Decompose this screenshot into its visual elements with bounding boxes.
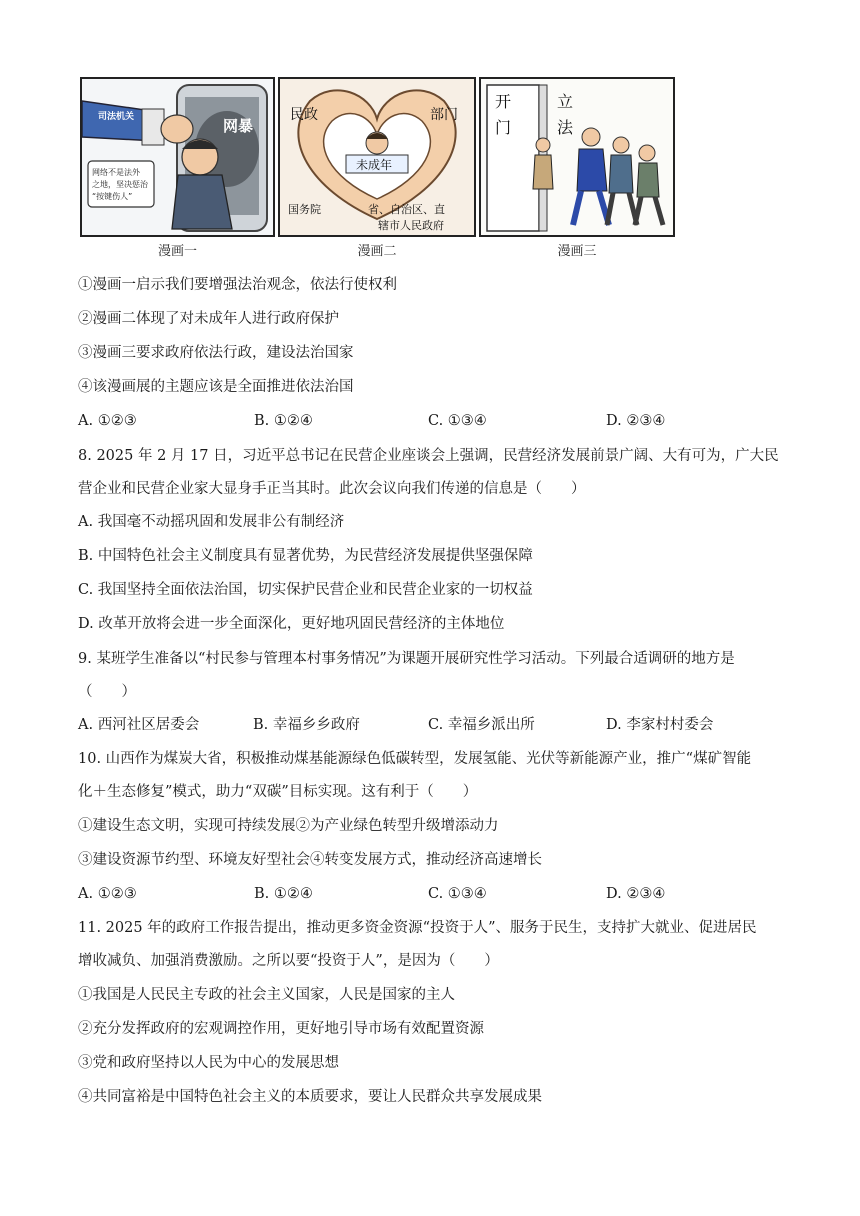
q10-option-d[interactable]: D. ②③④: [606, 886, 666, 902]
q9-stem-line-2: （ ）: [78, 684, 136, 700]
comic-2-right-label: 部门: [430, 107, 458, 123]
comic-3-door-left-2: 门: [495, 118, 512, 137]
comic-panel-1: [80, 77, 275, 237]
q9-options: [78, 715, 778, 735]
q10-stem-line-1: 10. 山西作为煤炭大省，积极推动煤基能源绿色低碳转型，发展氢能、光伏等新能源产业，推广“煤矿智能: [78, 751, 752, 767]
comic-1-sign-text: 网暴: [223, 117, 254, 135]
comic-1-illustration: [82, 79, 273, 235]
q10-stem-line-2: 化＋生态修复”模式，助力“双碳”目标实现。这有利于（ ）: [78, 784, 478, 800]
comic-3-illustration: [481, 79, 673, 235]
comic-1-sleeve-text: 司法机关: [98, 112, 135, 122]
comic-3-door-left-1: 开: [495, 92, 512, 111]
comic-2-bottom-right-1: 省、自治区、直: [368, 203, 445, 216]
comic-2-left-label: 民政: [290, 107, 318, 123]
q9-option-d[interactable]: D. 李家村村委会: [606, 717, 714, 733]
q9-option-a[interactable]: A. 西河社区居委会: [78, 717, 200, 733]
comic-1-bubble-line-3: “按键伤人”: [92, 192, 133, 201]
q7-options: [78, 411, 778, 431]
q11-statement-1: ①我国是人民民主专政的社会主义国家，人民是国家的主人: [78, 987, 455, 1003]
q9-option-c[interactable]: C. 幸福乡派出所: [428, 717, 535, 733]
comic-2-illustration: [280, 79, 474, 235]
comic-1-bubble-line-1: 网络不是法外: [92, 168, 140, 177]
q8-stem-line-2: 营企业和民营企业家大显身手正当其时。此次会议向我们传递的信息是（ ）: [78, 481, 586, 497]
q10-statements-line-1: ①建设生态文明，实现可持续发展②为产业绿色转型升级增添动力: [78, 818, 499, 834]
q10-options: [78, 884, 778, 904]
q10-statements-line-2: ③建设资源节约型、环境友好型社会④转变发展方式，推动经济高速增长: [78, 852, 542, 868]
q8-option-a[interactable]: A. 我国毫不动摇巩固和发展非公有制经济: [78, 514, 345, 530]
comic-2-center-sign: 未成年: [356, 158, 393, 172]
q7-statement-3: ③漫画三要求政府依法行政，建设法治国家: [78, 345, 354, 361]
q9-option-b[interactable]: B. 幸福乡乡政府: [253, 717, 360, 733]
q8-stem-line-1: 8. 2025 年 2 月 17 日，习近平总书记在民营企业座谈会上强调，民营经济发展前景广阔、大有可为，广大民: [78, 448, 779, 464]
comic-2-caption: 漫画二: [357, 244, 397, 259]
comic-panel-3: [479, 77, 675, 237]
comic-3-caption: 漫画三: [557, 244, 597, 259]
q7-statement-1: ①漫画一启示我们要增强法治观念，依法行使权利: [78, 277, 397, 293]
q7-option-b[interactable]: B. ①②④: [254, 413, 313, 429]
q7-option-c[interactable]: C. ①③④: [428, 413, 487, 429]
comic-2-bottom-right-2: 辖市人民政府: [378, 219, 444, 232]
q7-option-d[interactable]: D. ②③④: [606, 413, 666, 429]
comic-1-bubble-line-2: 之地，坚决惩治: [92, 180, 148, 189]
comic-3-door-right-1: 立: [557, 92, 574, 111]
q8-option-d[interactable]: D. 改革开放将会进一步全面深化，更好地巩固民营经济的主体地位: [78, 616, 505, 632]
comic-panel-2: [278, 77, 476, 237]
comic-1-caption: 漫画一: [157, 244, 197, 259]
q8-option-b[interactable]: B. 中国特色社会主义制度具有显著优势，为民营经济发展提供坚强保障: [78, 548, 533, 564]
q7-statement-2: ②漫画二体现了对未成年人进行政府保护: [78, 311, 339, 327]
q7-option-a[interactable]: A. ①②③: [78, 413, 137, 429]
q11-statement-3: ③党和政府坚持以人民为中心的发展思想: [78, 1055, 339, 1071]
q11-stem-line-2: 增收减负、加强消费激励。之所以要“投资于人”，是因为（ ）: [78, 953, 499, 969]
q11-statement-4: ④共同富裕是中国特色社会主义的本质要求，要让人民群众共享发展成果: [78, 1089, 542, 1105]
q11-stem-line-1: 11. 2025 年的政府工作报告提出，推动更多资金资源“投资于人”、服务于民生，支持扩大就业、促进居民: [78, 920, 757, 936]
comic-3-door-right-2: 法: [557, 118, 574, 137]
comics-strip: [80, 77, 676, 259]
q10-option-a[interactable]: A. ①②③: [78, 886, 137, 902]
q10-option-c[interactable]: C. ①③④: [428, 886, 487, 902]
q9-stem-line-1: 9. 某班学生准备以“村民参与管理本村事务情况”为课题开展研究性学习活动。下列最合适调研的地方是: [78, 651, 735, 667]
q7-statement-4: ④该漫画展的主题应该是全面推进依法治国: [78, 379, 354, 395]
q10-option-b[interactable]: B. ①②④: [254, 886, 313, 902]
q11-statement-2: ②充分发挥政府的宏观调控作用，更好地引导市场有效配置资源: [78, 1021, 484, 1037]
q8-option-c[interactable]: C. 我国坚持全面依法治国，切实保护民营企业和民营企业家的一切权益: [78, 582, 533, 598]
comic-2-bottom-left: 国务院: [288, 203, 321, 216]
